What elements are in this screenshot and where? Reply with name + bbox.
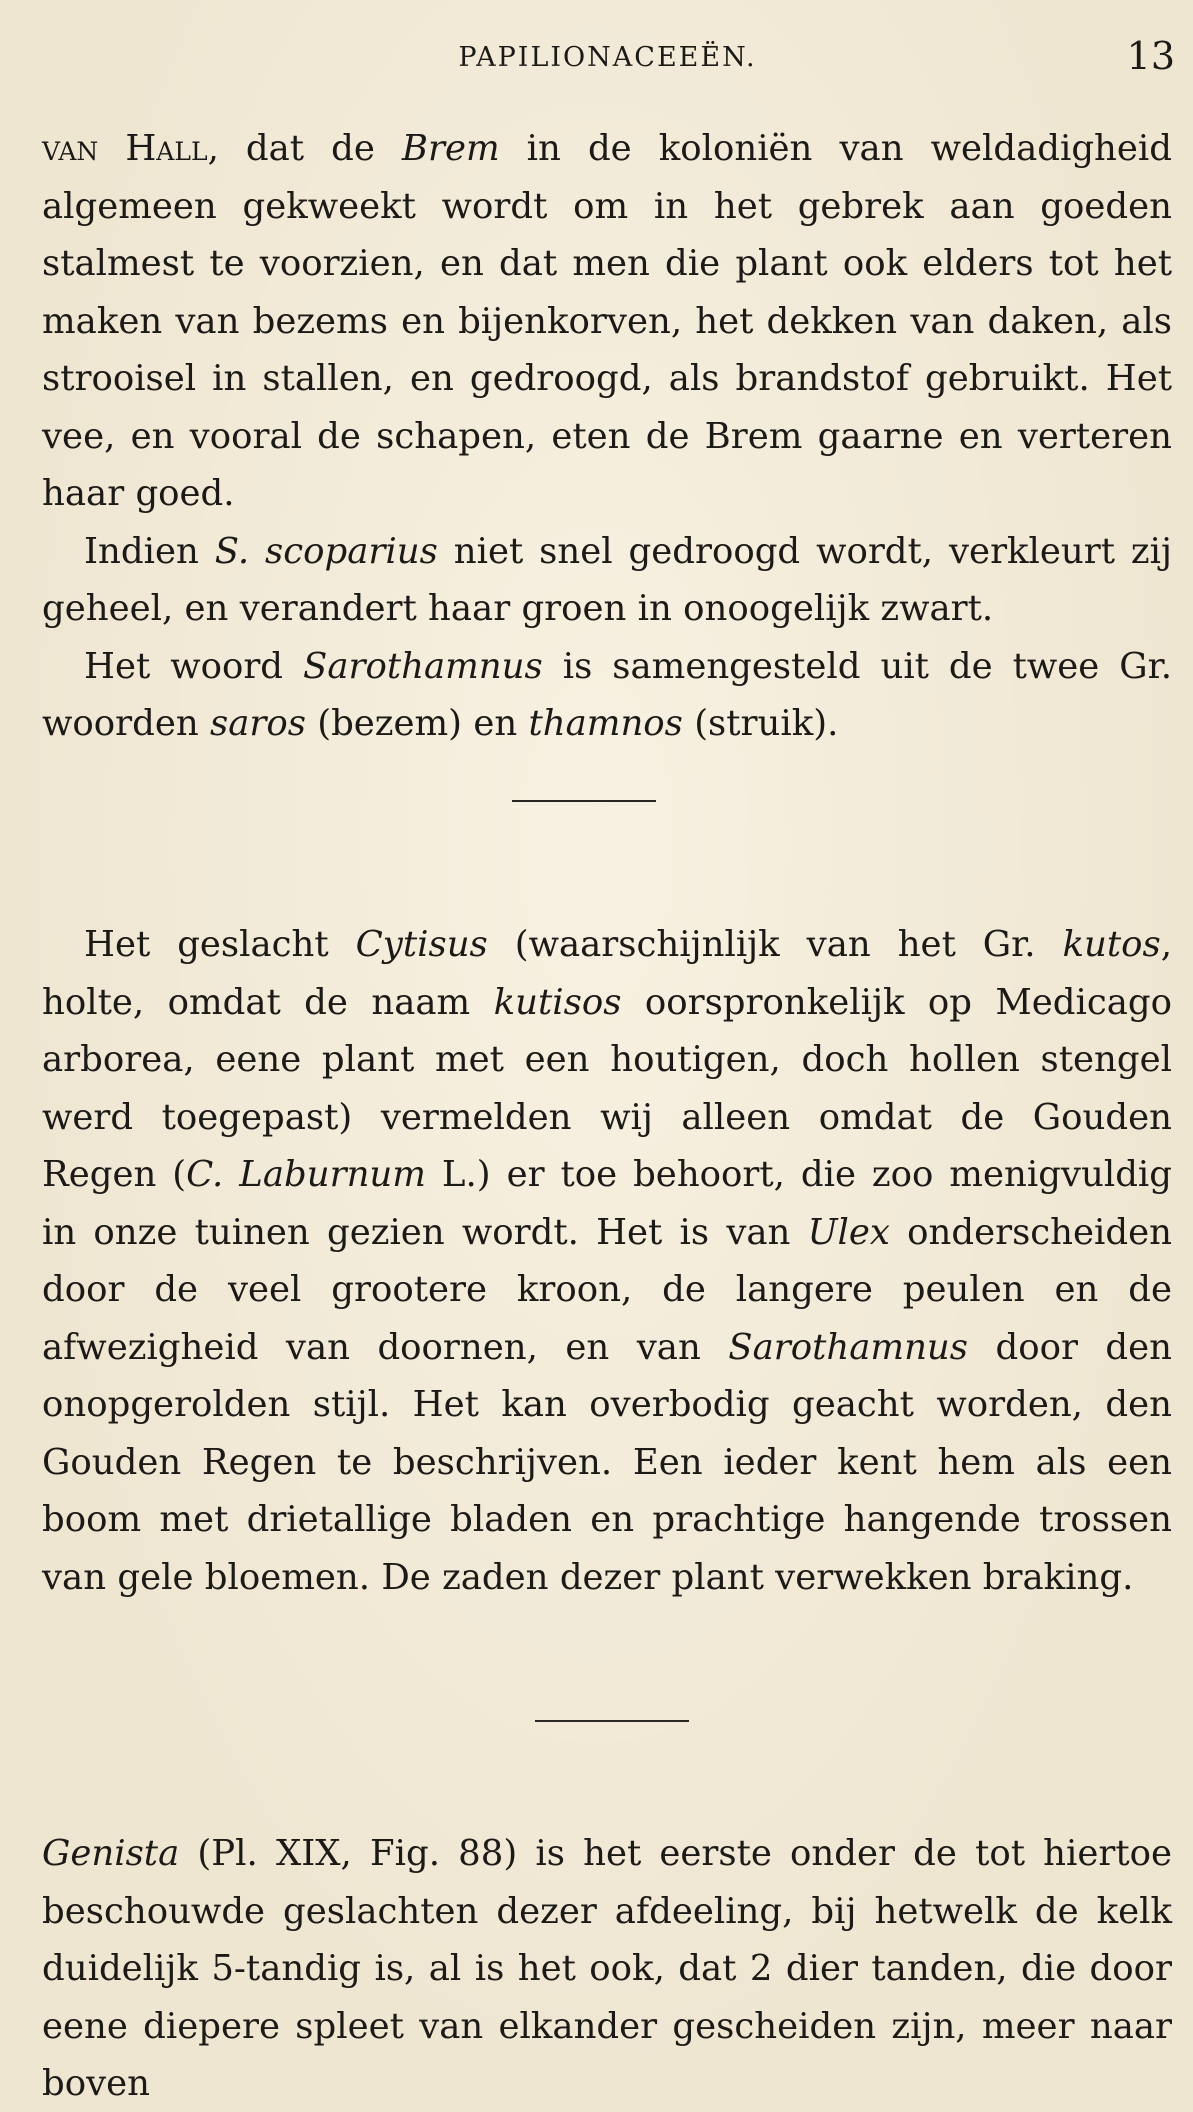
text-run: (waarschijnlijk van het Gr. (487, 924, 1063, 965)
page-number: 13 (1126, 34, 1175, 78)
section-cytisus (42, 916, 1172, 1606)
author-name: van Hall (42, 128, 208, 169)
text-run: Het woord (84, 645, 304, 687)
text-run: door den onopgerolden stijl. Het kan overbodig geacht worden, den Gouden Regen te beschrijven. Een ieder kent hem als een boom met drietallige bladen en prachtige hangende trossen van gele bloemen. De zaden dezer plant verwekken braking. (42, 1326, 1172, 1598)
text-run: onderscheiden door de veel grootere kroon, de langere peulen en de afwezigheid van doornen, en van (42, 1211, 1172, 1368)
text-run: (struik). (682, 703, 839, 744)
italic-term: thamnos (528, 703, 683, 744)
paragraph-genista (42, 1825, 1172, 2112)
text-run: Indien (84, 530, 215, 572)
italic-term: Brem (401, 128, 500, 169)
paragraph-brem-uses (42, 120, 1172, 523)
italic-term: saros (209, 703, 306, 744)
paragraph-cytisus (42, 916, 1172, 1606)
text-run: (bezem) en (305, 703, 529, 744)
text-run: niet snel gedroogd wordt, verkleurt zij geheel, en verandert haar groen in onoogelijk zwart. (42, 530, 1172, 629)
italic-term: C. Laburnum (186, 1154, 426, 1195)
italic-term: kutos (1062, 924, 1161, 965)
paragraph-etymology (42, 638, 1172, 753)
running-head (40, 34, 1175, 80)
italic-term: Sarothamnus (728, 1326, 969, 1368)
italic-term: kutisos (493, 981, 622, 1023)
section-divider (512, 800, 656, 802)
italic-term: S. scoparius (214, 530, 438, 572)
italic-term: Genista (42, 1833, 180, 1874)
running-title: PAPILIONACEEËN. (458, 42, 757, 73)
text-run: , holte, omdat de naam (42, 924, 1172, 1023)
section-sarothamnus (42, 120, 1172, 753)
text-run: L.) er toe behoort, die zoo menigvuldig in onze tuinen gezien wordt. Het is van (42, 1154, 1173, 1253)
section-divider (535, 1720, 689, 1722)
text-run: is samengesteld uit de twee Gr. woorden (42, 645, 1172, 744)
text-run: in de koloniën van weldadigheid algemeen gekweekt wordt om in het gebrek aan goeden stalmest te voorzien, en dat men die plant ook elders tot het maken van bezems en bijenkorven, het dekken van daken, als strooisel in stallen, en gedroogd, als brandstof gebruikt. Het vee, en vooral de schapen, eten de Brem gaarne en verteren haar goed. (42, 128, 1172, 514)
italic-term: Ulex (807, 1211, 890, 1253)
section-genista (42, 1825, 1172, 2112)
paragraph-drying (42, 523, 1172, 638)
italic-term: Sarothamnus (303, 645, 543, 687)
text-run: , dat de (207, 128, 402, 169)
text-run: oorspronkelijk op Medicago arborea, eene plant met een houtigen, doch hollen stengel werd toegepast) vermelden wij alleen omdat de Gouden Regen ( (42, 981, 1172, 1195)
text-run: (Pl. XIX, Fig. 88) is het eerste onder de tot hiertoe beschouwde geslachten dezer afdeeling, bij hetwelk de kelk duidelijk 5-tandig is, al is het ook, dat 2 dier tanden, die door eene diepere spleet van elkander gescheiden zijn, meer naar boven (42, 1833, 1172, 2104)
text-run: Het geslacht (84, 924, 356, 965)
italic-term: Cytisus (355, 924, 488, 965)
